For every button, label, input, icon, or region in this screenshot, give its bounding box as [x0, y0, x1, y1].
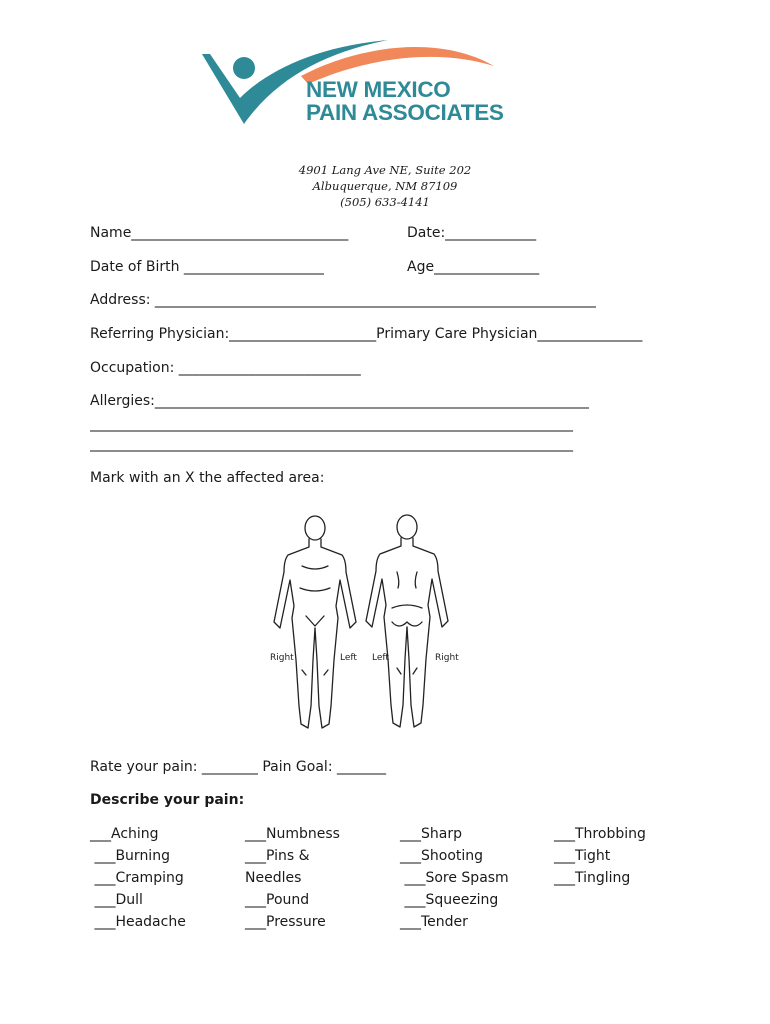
- pain-option-cramping[interactable]: ___Cramping: [90, 870, 184, 886]
- pain-option-burning[interactable]: ___Burning: [90, 848, 170, 864]
- front-body-figure: [274, 516, 356, 728]
- pain-rating-field[interactable]: Rate your pain: ________ Pain Goal: _______: [90, 759, 386, 775]
- allergies-line-2[interactable]: _____________________________________________________________________: [90, 416, 573, 432]
- describe-pain-heading: Describe your pain:: [90, 792, 245, 808]
- pain-option-headache[interactable]: ___Headache: [90, 914, 186, 930]
- pain-option-tender[interactable]: ___Tender: [400, 914, 468, 930]
- occupation-field[interactable]: Occupation: __________________________: [90, 360, 361, 376]
- pain-option-pound[interactable]: ___Pound: [245, 892, 310, 908]
- pain-option-numbness[interactable]: ___Numbness: [245, 826, 340, 842]
- pain-option-pins-needles[interactable]: ___Pins &: [245, 848, 310, 864]
- phone-number: (505) 633-4141: [340, 195, 430, 209]
- age-field[interactable]: Age_______________: [407, 259, 540, 275]
- logo-text-line2: PAIN ASSOCIATES: [306, 100, 504, 125]
- address-field[interactable]: Address: _______________________________________________________________: [90, 292, 596, 308]
- allergies-field[interactable]: Allergies:______________________________________________________________: [90, 393, 589, 409]
- allergies-line-3[interactable]: _____________________________________________________________________: [90, 436, 573, 452]
- pain-option-tingling[interactable]: ___Tingling: [554, 870, 631, 886]
- body-map-diagram[interactable]: [262, 510, 462, 740]
- front-right-label: Right: [270, 653, 294, 663]
- pain-option-pins-needles-cont: Needles: [245, 870, 302, 886]
- body-map-instruction: Mark with an X the affected area:: [90, 470, 325, 486]
- name-field[interactable]: Name_______________________________: [90, 225, 349, 241]
- pain-option-dull[interactable]: ___Dull: [90, 892, 143, 908]
- address-line1: 4901 Lang Ave NE, Suite 202: [298, 163, 472, 177]
- address-line2: Albuquerque, NM 87109: [312, 179, 458, 193]
- back-right-label: Right: [435, 653, 459, 663]
- back-body-figure: [366, 515, 448, 727]
- pain-option-tight[interactable]: ___Tight: [554, 848, 611, 864]
- pain-option-throbbing[interactable]: ___Throbbing: [554, 826, 646, 842]
- pain-option-squeezing[interactable]: ___Squeezing: [400, 892, 499, 908]
- logo-text-line1: NEW MEXICO: [306, 77, 451, 102]
- pain-option-sore-spasm[interactable]: ___Sore Spasm: [400, 870, 509, 886]
- physician-fields[interactable]: Referring Physician:_____________________Primary Care Physician_______________: [90, 326, 643, 342]
- pain-option-pressure[interactable]: ___Pressure: [245, 914, 326, 930]
- pain-option-aching[interactable]: ___Aching: [90, 826, 159, 842]
- pain-option-sharp[interactable]: ___Sharp: [400, 826, 462, 842]
- date-field[interactable]: Date:_____________: [407, 225, 537, 241]
- front-left-label: Left: [340, 653, 357, 663]
- dob-field[interactable]: Date of Birth ____________________: [90, 259, 324, 275]
- pain-option-shooting[interactable]: ___Shooting: [400, 848, 484, 864]
- back-left-label: Left: [372, 653, 389, 663]
